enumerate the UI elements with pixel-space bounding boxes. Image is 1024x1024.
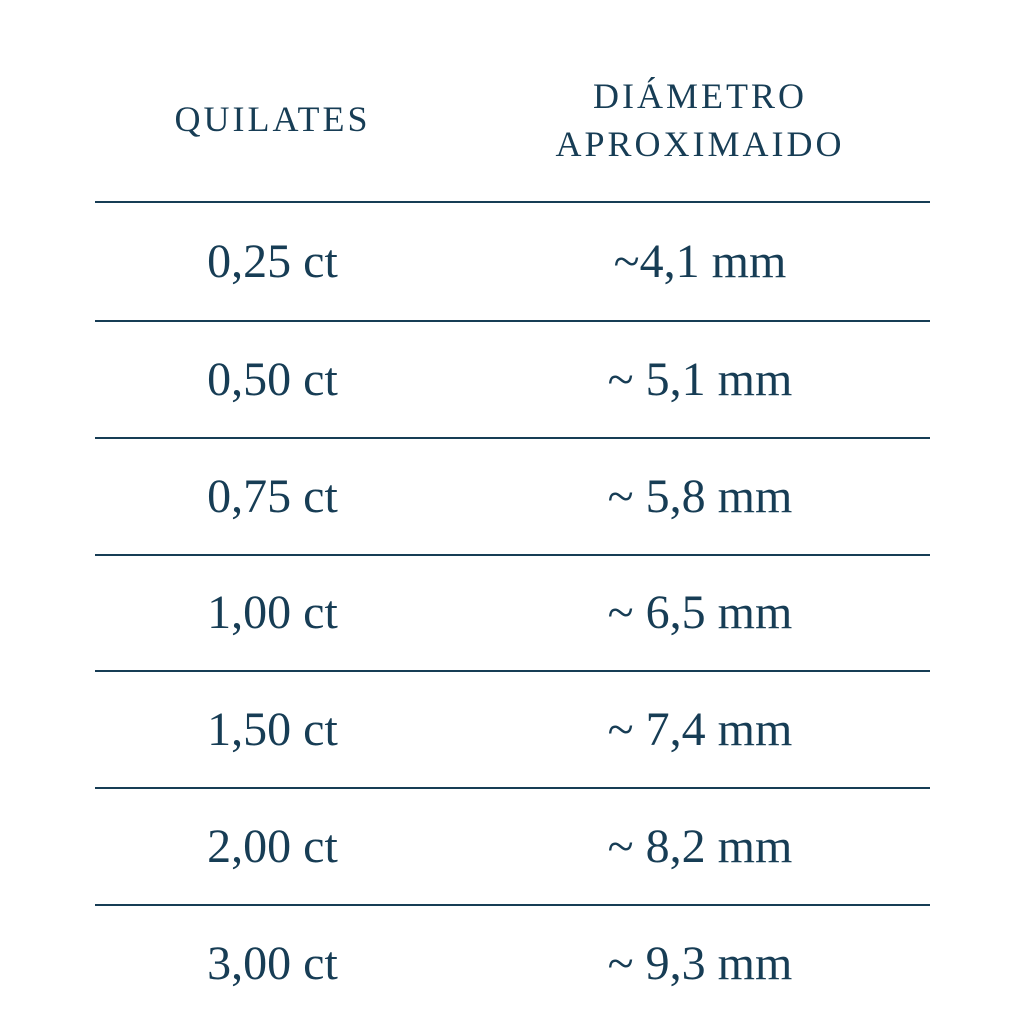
carat-cell: 1,50 ct bbox=[207, 703, 338, 756]
carat-cell: 0,50 ct bbox=[207, 353, 338, 406]
carat-cell: 3,00 ct bbox=[207, 937, 338, 990]
diameter-header-line-2: APROXIMAIDO bbox=[555, 124, 845, 164]
carat-diameter-table bbox=[95, 0, 930, 1024]
table-row bbox=[95, 555, 930, 671]
diameter-cell: ~4,1 mm bbox=[613, 235, 787, 288]
diameter-column-header bbox=[490, 72, 910, 168]
diameter-cell: ~ 8,2 mm bbox=[607, 820, 793, 873]
table-row bbox=[95, 204, 930, 320]
carat-cell: 1,00 ct bbox=[207, 586, 338, 639]
table-row bbox=[95, 672, 930, 788]
carat-cell: 0,75 ct bbox=[207, 470, 338, 523]
diameter-cell: ~ 7,4 mm bbox=[607, 703, 793, 756]
diameter-header-line-1: DIÁMETRO bbox=[593, 76, 807, 116]
diameter-cell: ~ 5,8 mm bbox=[607, 470, 793, 523]
header-divider bbox=[95, 201, 930, 203]
diameter-cell: ~ 9,3 mm bbox=[607, 937, 793, 990]
diameter-cell: ~ 6,5 mm bbox=[607, 586, 793, 639]
table-row bbox=[95, 322, 930, 438]
table-header bbox=[95, 0, 930, 202]
carats-column-header: QUILATES bbox=[174, 99, 371, 139]
diameter-cell: ~ 5,1 mm bbox=[607, 353, 793, 406]
table-row bbox=[95, 789, 930, 905]
table-row bbox=[95, 906, 930, 1022]
carat-cell: 2,00 ct bbox=[207, 820, 338, 873]
carat-cell: 0,25 ct bbox=[207, 235, 338, 288]
table-row bbox=[95, 439, 930, 555]
